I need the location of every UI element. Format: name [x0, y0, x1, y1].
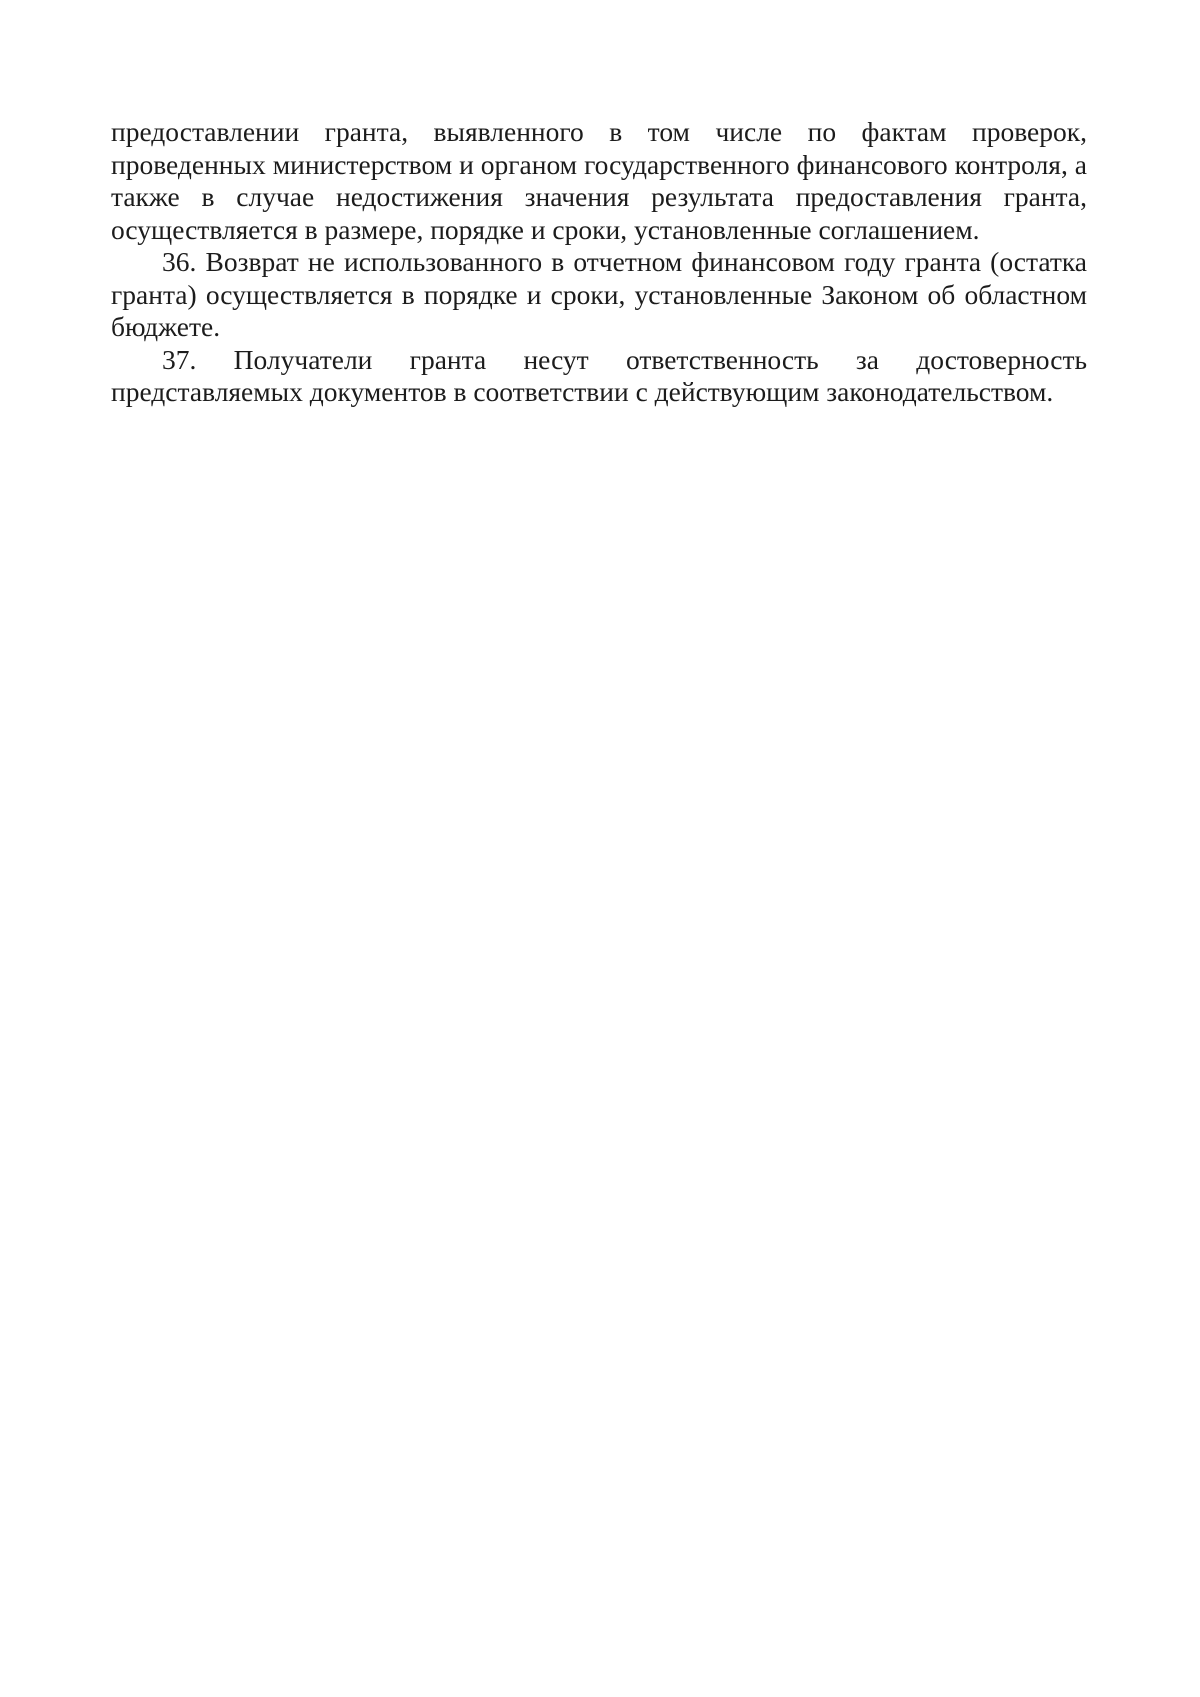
paragraph-text: Получатели гранта несут ответственность за достоверность представляемых документов в соответствии с действующим законодательством. [111, 343, 1088, 407]
paragraph-text: предоставлении гранта, выявленного в том числе по фактам проверок, проведенных министерством и органом государственного финансового контроля, а также в случае недостижения значения результата предоставления гранта, осуществляется в размере, порядке и сроки, установленные соглашением. [111, 116, 1087, 245]
paragraph-number: 37. [162, 343, 197, 375]
paragraph-text: Возврат не использованного в отчетном финансовом году гранта (остатка гранта) осуществляется в порядке и сроки, установленные Законом об областном бюджете. [111, 246, 1087, 342]
paragraph-continuation [111, 116, 1087, 246]
document-body [111, 116, 1087, 409]
paragraph-36 [111, 246, 1087, 344]
paragraph-number: 36. [162, 246, 197, 277]
paragraph-37 [111, 344, 1087, 409]
